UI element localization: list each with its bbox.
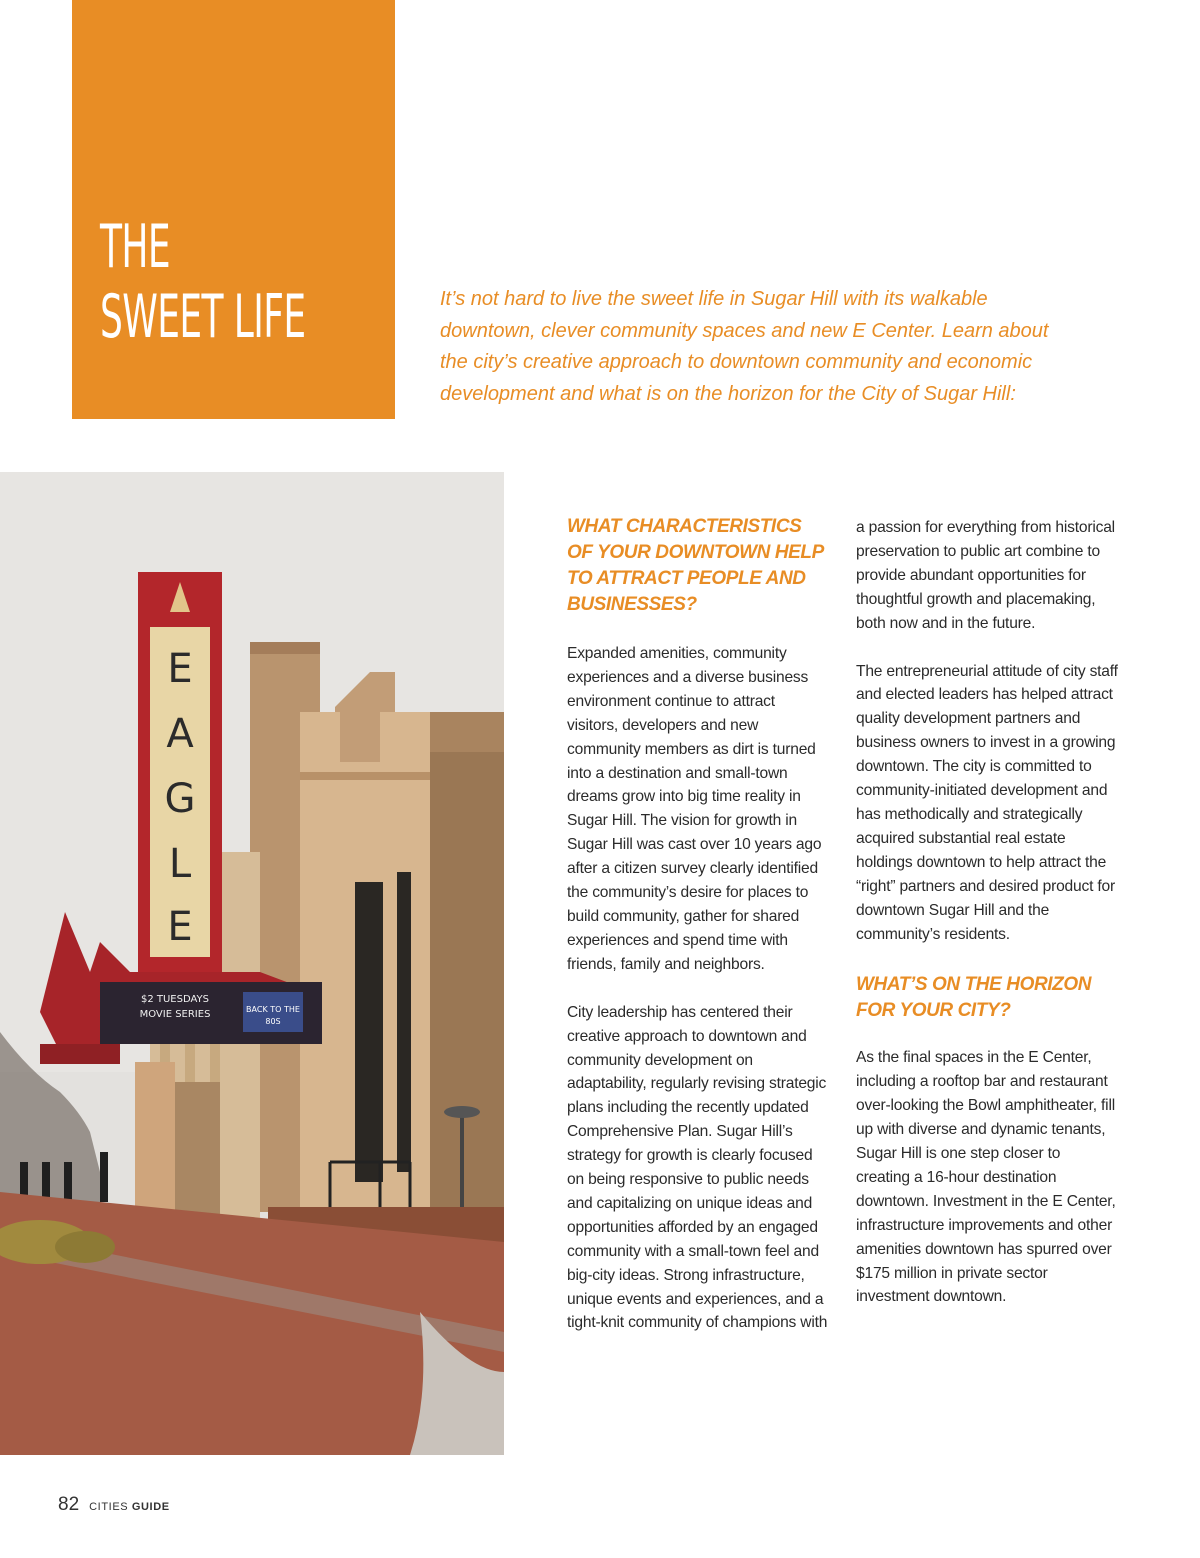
svg-text:A: A (166, 711, 194, 757)
svg-text:E: E (167, 904, 193, 950)
svg-text:80S: 80S (265, 1017, 281, 1026)
column-right (856, 516, 1118, 1309)
page-title (100, 212, 306, 352)
section1-paragraph-1: Expanded amenities, community experiences and a diverse business environment continue to attract visitors, developers and new community members as dirt is turned into a destination and small-town dreams grow into big time reality in Sugar Hill. The vision for growth in Sugar Hill was cast over 10 years ago after a citizen survey clearly identified the community’s desire for places to build community, gather for shared experiences and spend time with friends, family and neighbors. (567, 645, 822, 973)
eagle-theatre-photo (0, 472, 504, 1455)
svg-text:BACK TO THE: BACK TO THE (246, 1005, 300, 1014)
page-number: 82 (58, 1494, 80, 1515)
section2-paragraph-1: As the final spaces in the E Center, including a rooftop bar and restaurant over-looking the Bowl amphitheater, fill up with diverse and dynamic tenants, Sugar Hill is one step closer to creating a 16-hour destination downtown. Investment in the E Center, infrastructure improvements and other amenities downtown has spurred over $175 million in private sector investment downtown. (856, 1049, 1116, 1306)
section1-paragraph-4: The entrepreneurial attitude of city staff and elected leaders has helped attract quality development partners and business owners to invest in a growing downtown. The city is committed to community-initiated development and has methodically and strategically acquired substantial real estate holdings downtown to help attract the “right” partners and desired product for downtown Sugar Hill and the community’s residents. (856, 662, 1118, 943)
intro-text: It’s not hard to live the sweet life in Sugar Hill with its walkable downtown, clever community spaces and new E Center. Learn about the city’s creative approach to downtown community and economic development and what is on the horizon for the City of Sugar Hill: (440, 288, 1049, 405)
svg-text:MOVIE SERIES: MOVIE SERIES (139, 1009, 211, 1020)
section1-paragraph-3: a passion for everything from historical preservation to public art combine to provide abundant opportunities for thoughtful growth and placemaking, both now and in the future. (856, 519, 1115, 632)
title-line-1: THE (100, 212, 171, 282)
publication-name (89, 1501, 170, 1513)
section1-heading: WHAT CHARACTERISTICS OF YOUR DOWNTOWN HELP TO ATTRACT PEOPLE AND BUSINESSES? (567, 516, 824, 615)
section1-paragraph-2: City leadership has centered their creative approach to downtown and community development on adaptability, regularly revising strategic plans including the recently updated Comprehensive Plan. Sugar Hill’s strategy for growth is clearly focused on being responsive to public needs and capitalizing on unique ideas and opportunities afforded by an engaged community with a small-town feel and big-city ideas. Strong infrastructure, unique events and experiences, and a tight-knit community of champions with (567, 1003, 828, 1332)
publication-name-bold: GUIDE (131, 1501, 170, 1513)
publication-name-light: CITIES (89, 1501, 129, 1513)
title-block (72, 0, 395, 419)
svg-text:L: L (168, 841, 192, 887)
title-line-2: SWEET LIFE (100, 282, 306, 352)
svg-text:G: G (164, 776, 196, 822)
section2-heading: WHAT’S ON THE HORIZON FOR YOUR CITY? (856, 974, 1092, 1022)
svg-text:E: E (167, 646, 193, 692)
svg-text:$2 TUESDAYS: $2 TUESDAYS (140, 994, 210, 1005)
page-footer (58, 1494, 170, 1516)
column-left (567, 514, 829, 1335)
